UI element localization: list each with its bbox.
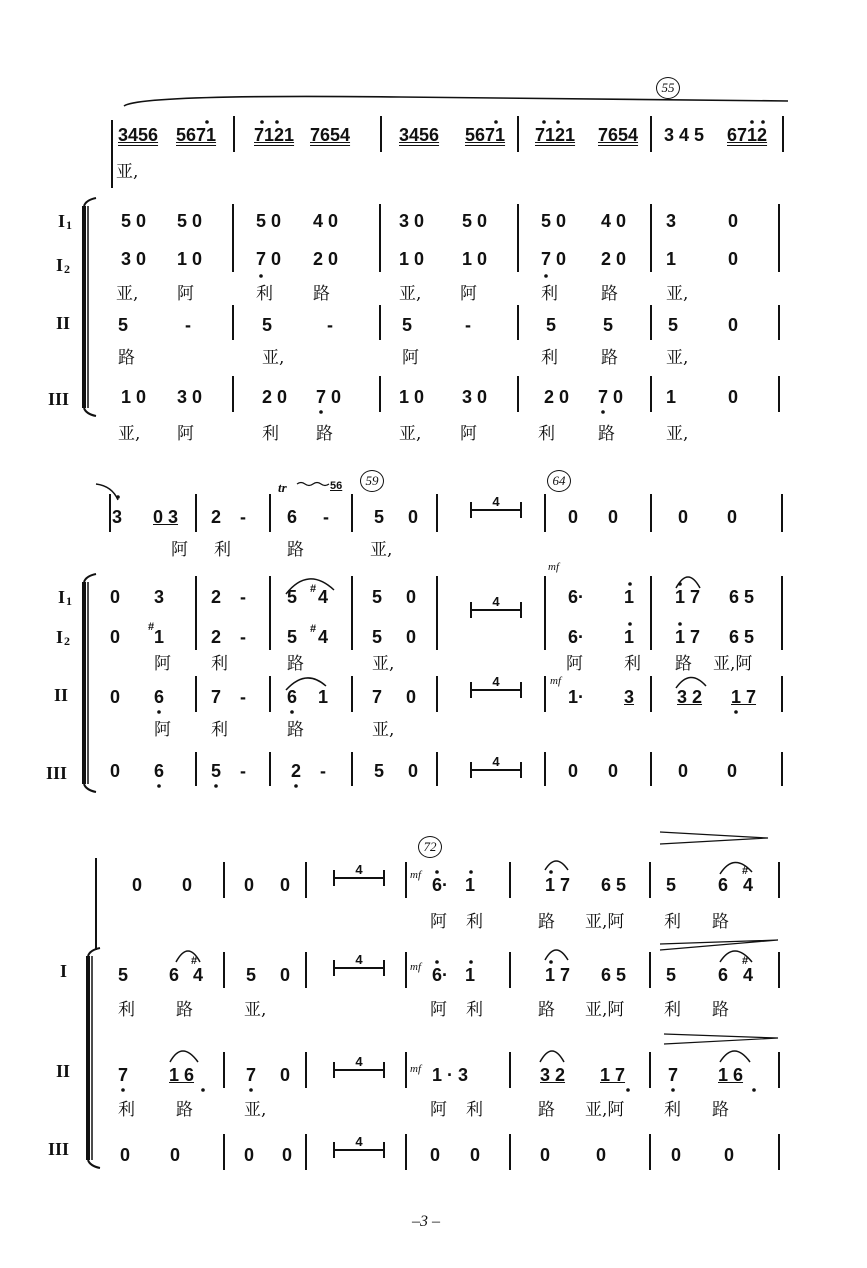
note: 0 [120, 1145, 131, 1165]
note: - [240, 627, 246, 647]
note: 1 7 [675, 587, 701, 607]
note: 0 [406, 587, 417, 607]
note: 6 [154, 687, 165, 707]
note: - [323, 507, 329, 527]
note: 5 [603, 315, 614, 335]
note: 2 [291, 761, 302, 781]
rehearsal-mark-64: 64 [547, 470, 571, 492]
note: 0 [408, 507, 419, 527]
lyric: 路 [598, 424, 615, 444]
dynamic-mf: mf [410, 869, 421, 881]
multi-bar-rest: 4 [333, 1060, 385, 1080]
note: 5 [372, 587, 383, 607]
note: 0 [728, 387, 739, 407]
note: 5 [118, 965, 129, 985]
svg-text:#: # [310, 623, 317, 635]
lyric: 路 [287, 654, 304, 674]
lyric: 亚, [244, 1000, 267, 1020]
multi-bar-rest: 4 [333, 1140, 385, 1160]
multi-bar-rest: 4 [470, 500, 522, 520]
note: 3 2 [540, 1065, 566, 1085]
note: 6 [169, 965, 180, 985]
note: 5 [402, 315, 413, 335]
lyric: 亚, [244, 1100, 267, 1120]
note: 2 0 [262, 387, 288, 407]
note: 6· [568, 627, 585, 647]
note: 5 [666, 965, 677, 985]
lyric: 路 [176, 1000, 193, 1020]
lyric: 阿 [171, 540, 188, 560]
note: 0 [678, 507, 689, 527]
note: 0 [671, 1145, 682, 1165]
note: 0 [282, 1145, 293, 1165]
lyric: 阿 [460, 284, 477, 304]
note: 1 [624, 627, 635, 647]
lyric: 路 [316, 424, 333, 444]
note: 4 [193, 965, 204, 985]
note: 0 [727, 761, 738, 781]
note: 0 [244, 1145, 255, 1165]
note: 5 [374, 507, 385, 527]
note: 6 [718, 875, 729, 895]
note: 5 [546, 315, 557, 335]
lyric: 利 [256, 284, 273, 304]
note: 7 0 [316, 387, 342, 407]
note: 0 [540, 1145, 551, 1165]
lyric: 利 [541, 284, 558, 304]
voice-label-iii: III [48, 1139, 70, 1159]
lyric: 路 [313, 284, 330, 304]
note: 0 [280, 875, 291, 895]
note: 5 [372, 627, 383, 647]
note: 0 [406, 627, 417, 647]
note: 7 0 [541, 249, 567, 269]
voice-label-i: I [60, 961, 68, 981]
note: 6· [432, 965, 449, 985]
note: 0 [280, 1065, 291, 1085]
lyric: 路 [601, 284, 618, 304]
lyric: 利 [214, 540, 231, 560]
note: 5 0 [177, 211, 203, 231]
voice-label-ii: II [56, 1061, 71, 1081]
voice-label-iii: III [46, 763, 68, 783]
note: 2 0 [313, 249, 339, 269]
lyric: 阿 [177, 424, 194, 444]
note-group: 7654 [598, 125, 639, 145]
note-group: 5671 [176, 125, 217, 145]
lyric: 阿 [430, 1100, 447, 1120]
note: 5 0 [462, 211, 488, 231]
note: 0 [678, 761, 689, 781]
note: 1 [666, 249, 677, 269]
note: 1 7 [545, 965, 571, 985]
lyric: 阿 [566, 654, 583, 674]
note: 1 [666, 387, 677, 407]
note: 7 [246, 1065, 257, 1085]
note: 7 [211, 687, 222, 707]
note: 5 [262, 315, 273, 335]
note: - [327, 315, 333, 335]
rehearsal-mark-72: 72 [418, 836, 442, 858]
voice-label-iii: III [48, 389, 70, 409]
note: 3 [624, 687, 635, 707]
lyric: 利 [538, 424, 555, 444]
note: 1 0 [399, 249, 425, 269]
note: 1· [568, 687, 585, 707]
svg-text:#: # [191, 955, 198, 967]
note-group: 3456 [399, 125, 440, 145]
note: - [240, 587, 246, 607]
svg-text:#: # [148, 621, 155, 633]
trill-mark: tr [278, 480, 287, 495]
lyric: 路 [712, 912, 729, 932]
lyric: 路 [601, 348, 618, 368]
note: 0 [727, 507, 738, 527]
rehearsal-mark-55: 55 [656, 77, 680, 99]
multi-bar-rest: 4 [333, 868, 385, 888]
lyric: 路 [287, 720, 304, 740]
note: 3 0 [121, 249, 147, 269]
note: 0 [724, 1145, 735, 1165]
note-group: 7121 [254, 125, 295, 145]
note: 0 [608, 507, 619, 527]
lyric: 路 [538, 1100, 555, 1120]
page-number: –3 – [412, 1213, 440, 1230]
note: 6· [432, 875, 449, 895]
note: 6 5 [729, 587, 755, 607]
note: 1 7 [600, 1065, 626, 1085]
note: 4 [318, 627, 329, 647]
lyric: 亚, [399, 424, 422, 444]
note: 1 7 [545, 875, 571, 895]
note: 3 0 [177, 387, 203, 407]
dynamic-mf: mf [548, 561, 559, 573]
note: 0 [182, 875, 193, 895]
lyric: 亚, [399, 284, 422, 304]
note: 4 [743, 875, 754, 895]
lyric: 阿 [177, 284, 194, 304]
note: 1 0 [177, 249, 203, 269]
lyric: 利 [664, 1000, 681, 1020]
lyric: 亚, [116, 162, 139, 182]
note: - [185, 315, 191, 335]
note: - [240, 507, 246, 527]
note: 3 0 [399, 211, 425, 231]
note: 5 [211, 761, 222, 781]
lyric: 路 [538, 912, 555, 932]
note: 4 [743, 965, 754, 985]
note: 0 [568, 761, 579, 781]
voice-label-ii: II [56, 313, 71, 333]
dynamic-mf: mf [410, 961, 421, 973]
lyric: 阿 [430, 912, 447, 932]
note: 0 [244, 875, 255, 895]
lyric: 利 [466, 1000, 483, 1020]
note: 0 [110, 587, 121, 607]
lyric: 亚,阿 [585, 1100, 625, 1120]
barlines [112, 116, 783, 412]
lyric: 阿 [154, 654, 171, 674]
lyric: 阿 [402, 348, 419, 368]
svg-text:#: # [742, 865, 749, 877]
lyric: 利 [211, 654, 228, 674]
note: 5 0 [541, 211, 567, 231]
note: 1 0 [399, 387, 425, 407]
lyric: 亚, [372, 720, 395, 740]
lyric: 阿 [460, 424, 477, 444]
lyric: 利 [624, 654, 641, 674]
note: 5 [666, 875, 677, 895]
note: - [320, 761, 326, 781]
note: 1 0 [462, 249, 488, 269]
note: 0 [110, 687, 121, 707]
note: 3 [154, 587, 165, 607]
lyric: 利 [118, 1100, 135, 1120]
note: 0 [406, 687, 417, 707]
note: 0 [110, 627, 121, 647]
multi-bar-rest: 4 [470, 680, 522, 700]
note: 1 6 [169, 1065, 195, 1085]
lyric: 利 [664, 1100, 681, 1120]
note: 2 [211, 627, 222, 647]
note: 6 5 [601, 875, 627, 895]
lyric: 利 [211, 720, 228, 740]
voice-label-i2: $I_2$ [56, 255, 71, 276]
lyric: 亚,阿 [585, 912, 625, 932]
note: 0 [608, 761, 619, 781]
lyric: 阿 [430, 1000, 447, 1020]
note: 0 [430, 1145, 441, 1165]
note: 3 [112, 507, 123, 527]
note-group: 3 4 5 [664, 125, 705, 145]
lyric: 亚, [666, 424, 689, 444]
note: 2 0 [601, 249, 627, 269]
note-group: 7121 [535, 125, 576, 145]
lyric: 亚, [262, 348, 285, 368]
note: 5 [246, 965, 257, 985]
note: 3 2 [677, 687, 703, 707]
multi-bar-rest: 4 [470, 600, 522, 620]
note: 7 0 [598, 387, 624, 407]
note: 7 [372, 687, 383, 707]
note: 7 [118, 1065, 129, 1085]
note-group: 3456 [118, 125, 159, 145]
note: 5 0 [256, 211, 282, 231]
svg-text:#: # [742, 955, 749, 967]
lyric: 利 [541, 348, 558, 368]
note: 1 [465, 875, 476, 895]
note: 0 [728, 249, 739, 269]
svg-text:#: # [310, 583, 317, 595]
lyric: 亚, [666, 284, 689, 304]
lyric: 阿 [154, 720, 171, 740]
note: 0 [110, 761, 121, 781]
lyric: 路 [712, 1100, 729, 1120]
note-group: 6712 [727, 125, 768, 145]
lyric: 亚,阿 [713, 654, 753, 674]
voice-label-i1: $I_1$ [58, 211, 73, 232]
note: 1 0 [121, 387, 147, 407]
note: 0 [170, 1145, 181, 1165]
note-group: 7654 [310, 125, 351, 145]
note: 0 [408, 761, 419, 781]
lyric: 亚,阿 [585, 1000, 625, 1020]
note: 5 [374, 761, 385, 781]
note: 7 [668, 1065, 679, 1085]
dynamic-mf: mf [410, 1063, 421, 1075]
voice-label-i1: $I_1$ [58, 587, 73, 608]
voice-label-ii: II [54, 685, 69, 705]
lyric: 利 [262, 424, 279, 444]
note: 1 · 3 [432, 1065, 469, 1085]
note: 1 [154, 627, 165, 647]
note: 5 [118, 315, 129, 335]
note: 1 [624, 587, 635, 607]
note: 1 7 [675, 627, 701, 647]
lyric: 利 [664, 912, 681, 932]
note: 0 [280, 965, 291, 985]
lyric: 路 [538, 1000, 555, 1020]
multi-bar-rest: 4 [333, 958, 385, 978]
lyric: 路 [176, 1100, 193, 1120]
note: 6 5 [729, 627, 755, 647]
note: 6 [287, 507, 298, 527]
lyric: 路 [675, 654, 692, 674]
note: 1 [465, 965, 476, 985]
note: 1 [318, 687, 329, 707]
note: 0 3 [153, 507, 179, 527]
note: 7 0 [256, 249, 282, 269]
note: 2 0 [544, 387, 570, 407]
lyric: 亚, [116, 284, 139, 304]
note: 0 [728, 211, 739, 231]
note: 6 [154, 761, 165, 781]
note: 1 7 [731, 687, 757, 707]
lyric: 亚, [372, 654, 395, 674]
lyric: 路 [712, 1000, 729, 1020]
lyric: 亚, [666, 348, 689, 368]
phrase-slur [124, 96, 788, 106]
note: 1 6 [718, 1065, 744, 1085]
lyric: 亚, [118, 424, 141, 444]
note: 2 [211, 587, 222, 607]
multi-bar-rest: 4 [470, 760, 522, 780]
note: 6 5 [601, 965, 627, 985]
note: 5 [668, 315, 679, 335]
dynamic-mf: mf [550, 675, 561, 687]
note: - [240, 761, 246, 781]
lyric: 路 [287, 540, 304, 560]
note: 0 [132, 875, 143, 895]
note: - [465, 315, 471, 335]
grace-notes: 56 [330, 480, 343, 492]
rehearsal-mark-59: 59 [360, 470, 384, 492]
note-group: 5671 [465, 125, 506, 145]
note: 6 [718, 965, 729, 985]
note: 4 0 [313, 211, 339, 231]
note: 4 0 [601, 211, 627, 231]
note: 5 [287, 627, 298, 647]
lyric: 路 [118, 348, 135, 368]
note: 0 [728, 315, 739, 335]
note: 0 [596, 1145, 607, 1165]
lyric: 利 [466, 1100, 483, 1120]
note: 5 [287, 587, 298, 607]
lyric: 利 [466, 912, 483, 932]
note: 6 [287, 687, 298, 707]
lyric: 利 [118, 1000, 135, 1020]
note: 6· [568, 587, 585, 607]
note: - [240, 687, 246, 707]
note: 0 [568, 507, 579, 527]
note: 5 0 [121, 211, 147, 231]
note: 0 [470, 1145, 481, 1165]
lyric: 亚, [370, 540, 393, 560]
note: 4 [318, 587, 329, 607]
note: 2 [211, 507, 222, 527]
note: 3 0 [462, 387, 488, 407]
note: 3 [666, 211, 677, 231]
voice-label-i2: $I_2$ [56, 627, 71, 648]
